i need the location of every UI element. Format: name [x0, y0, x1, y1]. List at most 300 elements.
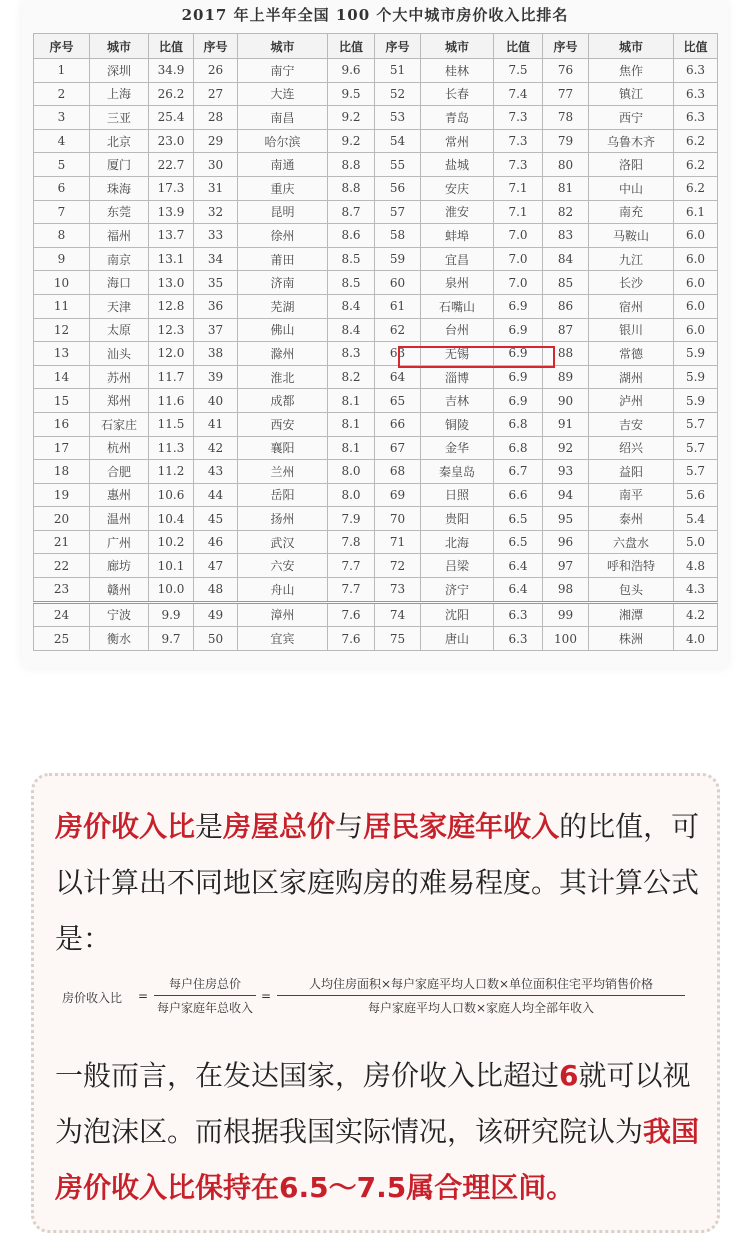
rank-cell: 19 [34, 483, 90, 507]
rank-cell: 37 [194, 318, 238, 342]
city-cell: 上海 [90, 82, 149, 106]
rank-cell: 74 [375, 602, 421, 627]
table-row [34, 342, 718, 366]
column-header: 序号 [375, 34, 421, 59]
city-cell: 长春 [421, 82, 494, 106]
ratio-cell: 7.0 [494, 271, 543, 295]
rank-cell: 36 [194, 294, 238, 318]
rank-cell: 16 [34, 412, 90, 436]
ratio-cell: 34.9 [149, 59, 194, 83]
rank-cell: 25 [34, 627, 90, 651]
city-cell: 合肥 [90, 460, 149, 484]
rank-cell: 80 [543, 153, 589, 177]
formula-lhs: 房价收入比 [62, 991, 123, 1005]
city-cell: 台州 [421, 318, 494, 342]
text-and: 与 [335, 810, 364, 843]
city-cell: 南平 [589, 483, 674, 507]
ratio-cell: 5.4 [674, 507, 718, 531]
city-cell: 太原 [90, 318, 149, 342]
city-cell: 海口 [90, 271, 149, 295]
city-cell: 银川 [589, 318, 674, 342]
term-household-income: 居民家庭年收入 [363, 810, 560, 843]
rank-cell: 51 [375, 59, 421, 83]
ratio-cell: 8.3 [328, 342, 375, 366]
city-cell: 铜陵 [421, 412, 494, 436]
rank-cell: 62 [375, 318, 421, 342]
city-cell: 舟山 [238, 578, 328, 603]
city-cell: 淄博 [421, 365, 494, 389]
rank-cell: 90 [543, 389, 589, 413]
rank-cell: 69 [375, 483, 421, 507]
rank-cell: 33 [194, 224, 238, 248]
rank-cell: 82 [543, 200, 589, 224]
formula [48, 967, 698, 1027]
fraction-1-denominator: 每户家庭年总收入 [156, 1001, 253, 1015]
table-row [34, 318, 718, 342]
rank-cell: 15 [34, 389, 90, 413]
city-cell: 日照 [421, 483, 494, 507]
rank-cell: 1 [34, 59, 90, 83]
city-cell: 株洲 [589, 627, 674, 651]
ratio-cell: 6.9 [494, 389, 543, 413]
rank-cell: 56 [375, 176, 421, 200]
rank-cell: 9 [34, 247, 90, 271]
rank-cell: 10 [34, 271, 90, 295]
rank-cell: 97 [543, 554, 589, 578]
formula-equals: = [138, 989, 149, 1003]
term-ratio: 房价收入比 [55, 810, 196, 843]
city-cell: 乌鲁木齐 [589, 129, 674, 153]
ratio-cell: 23.0 [149, 129, 194, 153]
city-cell: 西安 [238, 412, 328, 436]
city-cell: 唐山 [421, 627, 494, 651]
ratio-cell: 11.5 [149, 412, 194, 436]
rank-cell: 7 [34, 200, 90, 224]
ratio-cell: 7.1 [494, 200, 543, 224]
ratio-cell: 4.2 [674, 602, 718, 627]
rank-cell: 18 [34, 460, 90, 484]
rank-cell: 44 [194, 483, 238, 507]
rank-cell: 31 [194, 176, 238, 200]
city-cell: 昆明 [238, 200, 328, 224]
rank-cell: 96 [543, 530, 589, 554]
fraction-1-numerator: 每户住房总价 [154, 975, 256, 996]
rank-cell: 95 [543, 507, 589, 531]
rank-cell: 29 [194, 129, 238, 153]
rank-cell: 75 [375, 627, 421, 651]
rank-cell: 39 [194, 365, 238, 389]
rank-cell: 21 [34, 530, 90, 554]
ratio-cell: 7.3 [494, 153, 543, 177]
city-cell: 湖州 [589, 365, 674, 389]
table-row [34, 460, 718, 484]
ratio-cell: 4.8 [674, 554, 718, 578]
rank-cell: 32 [194, 200, 238, 224]
table-row [34, 578, 718, 603]
city-cell: 石家庄 [90, 412, 149, 436]
ratio-cell: 13.9 [149, 200, 194, 224]
city-cell: 温州 [90, 507, 149, 531]
ratio-cell: 9.2 [328, 129, 375, 153]
rank-cell: 79 [543, 129, 589, 153]
ratio-cell: 6.5 [494, 530, 543, 554]
conclusion-paragraph [55, 1048, 705, 1216]
ratio-cell: 7.0 [494, 247, 543, 271]
ratio-cell: 25.4 [149, 106, 194, 130]
city-cell: 绍兴 [589, 436, 674, 460]
conclusion-text-b: 就可以视为泡沫区。而根据我国实际情况，该研究院认为 [55, 1059, 691, 1148]
city-cell: 北京 [90, 129, 149, 153]
city-cell: 贵阳 [421, 507, 494, 531]
rank-cell: 64 [375, 365, 421, 389]
city-cell: 襄阳 [238, 436, 328, 460]
fraction-2-denominator: 每户家庭平均人口数×家庭人均全部年收入 [367, 1001, 595, 1015]
ratio-cell: 8.4 [328, 318, 375, 342]
city-cell: 常德 [589, 342, 674, 366]
city-cell: 兰州 [238, 460, 328, 484]
ratio-cell: 6.2 [674, 176, 718, 200]
column-header: 比值 [494, 34, 543, 59]
city-cell: 济南 [238, 271, 328, 295]
rank-cell: 86 [543, 294, 589, 318]
ratio-cell: 5.9 [674, 389, 718, 413]
rank-cell: 3 [34, 106, 90, 130]
rank-cell: 81 [543, 176, 589, 200]
city-cell: 包头 [589, 578, 674, 603]
city-cell: 焦作 [589, 59, 674, 83]
ratio-cell: 5.7 [674, 412, 718, 436]
rank-cell: 83 [543, 224, 589, 248]
city-cell: 南京 [90, 247, 149, 271]
ratio-cell: 7.5 [494, 59, 543, 83]
city-cell: 蚌埠 [421, 224, 494, 248]
rank-cell: 38 [194, 342, 238, 366]
rank-cell: 42 [194, 436, 238, 460]
rank-cell: 98 [543, 578, 589, 603]
conclusion-text-a: 一般而言，在发达国家，房价收入比超过 [55, 1059, 560, 1092]
threshold-value: 6 [559, 1059, 579, 1092]
city-cell: 金华 [421, 436, 494, 460]
ratio-cell: 6.3 [674, 59, 718, 83]
ratio-cell: 8.7 [328, 200, 375, 224]
fraction-2-numerator: 人均住房面积×每户家庭平均人口数×单位面积住宅平均销售价格 [277, 975, 685, 996]
ratio-cell: 7.1 [494, 176, 543, 200]
ratio-cell: 8.8 [328, 153, 375, 177]
rank-cell: 57 [375, 200, 421, 224]
column-header: 比值 [674, 34, 718, 59]
rank-cell: 92 [543, 436, 589, 460]
ratio-cell: 9.9 [149, 602, 194, 627]
ratio-cell: 8.5 [328, 271, 375, 295]
rank-cell: 43 [194, 460, 238, 484]
ranking-table [33, 33, 718, 651]
column-header: 城市 [421, 34, 494, 59]
ratio-cell: 9.5 [328, 82, 375, 106]
city-cell: 六安 [238, 554, 328, 578]
rank-cell: 28 [194, 106, 238, 130]
column-header: 城市 [90, 34, 149, 59]
city-cell: 深圳 [90, 59, 149, 83]
rank-cell: 14 [34, 365, 90, 389]
ratio-cell: 13.1 [149, 247, 194, 271]
rank-cell: 30 [194, 153, 238, 177]
rank-cell: 49 [194, 602, 238, 627]
column-header: 比值 [149, 34, 194, 59]
text-is: 是 [195, 810, 224, 843]
ratio-cell: 8.1 [328, 412, 375, 436]
city-cell: 南宁 [238, 59, 328, 83]
city-cell: 长沙 [589, 271, 674, 295]
city-cell: 徐州 [238, 224, 328, 248]
table-row [34, 176, 718, 200]
city-cell: 福州 [90, 224, 149, 248]
ratio-cell: 5.6 [674, 483, 718, 507]
table-row [34, 271, 718, 295]
rank-cell: 11 [34, 294, 90, 318]
ratio-cell: 7.9 [328, 507, 375, 531]
rank-cell: 58 [375, 224, 421, 248]
column-header: 序号 [194, 34, 238, 59]
city-cell: 廊坊 [90, 554, 149, 578]
rank-cell: 78 [543, 106, 589, 130]
city-cell: 宜昌 [421, 247, 494, 271]
city-cell: 马鞍山 [589, 224, 674, 248]
city-cell: 苏州 [90, 365, 149, 389]
city-cell: 无锡 [421, 342, 494, 366]
rank-cell: 72 [375, 554, 421, 578]
table-row [34, 153, 718, 177]
ratio-cell: 7.4 [494, 82, 543, 106]
rank-cell: 89 [543, 365, 589, 389]
ratio-cell: 13.7 [149, 224, 194, 248]
ratio-cell: 8.2 [328, 365, 375, 389]
column-header: 城市 [589, 34, 674, 59]
table-row [34, 294, 718, 318]
rank-cell: 27 [194, 82, 238, 106]
ratio-cell: 6.0 [674, 247, 718, 271]
rank-cell: 73 [375, 578, 421, 603]
table-row [34, 483, 718, 507]
definition-paragraph [55, 799, 705, 967]
ratio-cell: 9.6 [328, 59, 375, 83]
ratio-cell: 6.9 [494, 318, 543, 342]
column-header: 序号 [543, 34, 589, 59]
rank-cell: 4 [34, 129, 90, 153]
table-row [34, 200, 718, 224]
city-cell: 漳州 [238, 602, 328, 627]
rank-cell: 63 [375, 342, 421, 366]
ratio-cell: 8.1 [328, 436, 375, 460]
definition-rest: 的比值，可以计算出不同地区家庭购房的难易程度。其计算公式是： [55, 810, 700, 955]
city-cell: 沈阳 [421, 602, 494, 627]
ratio-cell: 6.1 [674, 200, 718, 224]
city-cell: 泸州 [589, 389, 674, 413]
table-row [34, 247, 718, 271]
city-cell: 成都 [238, 389, 328, 413]
city-cell: 宁波 [90, 602, 149, 627]
city-cell: 重庆 [238, 176, 328, 200]
rank-cell: 91 [543, 412, 589, 436]
city-cell: 镇江 [589, 82, 674, 106]
ratio-cell: 5.7 [674, 436, 718, 460]
rank-cell: 65 [375, 389, 421, 413]
ratio-cell: 8.6 [328, 224, 375, 248]
ratio-cell: 9.2 [328, 106, 375, 130]
city-cell: 南充 [589, 200, 674, 224]
ratio-cell: 22.7 [149, 153, 194, 177]
city-cell: 佛山 [238, 318, 328, 342]
city-cell: 桂林 [421, 59, 494, 83]
city-cell: 杭州 [90, 436, 149, 460]
city-cell: 扬州 [238, 507, 328, 531]
reasonable-range-statement: 我国房价收入比保持在6.5～7.5属合理区间。 [55, 1115, 700, 1204]
ratio-cell: 6.7 [494, 460, 543, 484]
column-header: 城市 [238, 34, 328, 59]
ratio-cell: 10.0 [149, 578, 194, 603]
ratio-cell: 6.0 [674, 294, 718, 318]
city-cell: 湘潭 [589, 602, 674, 627]
rank-cell: 23 [34, 578, 90, 603]
ratio-cell: 6.0 [674, 224, 718, 248]
rank-cell: 13 [34, 342, 90, 366]
city-cell: 天津 [90, 294, 149, 318]
rank-cell: 20 [34, 507, 90, 531]
city-cell: 郑州 [90, 389, 149, 413]
rank-cell: 100 [543, 627, 589, 651]
city-cell: 南昌 [238, 106, 328, 130]
city-cell: 珠海 [90, 176, 149, 200]
ranking-table-card [22, 0, 728, 668]
column-header: 比值 [328, 34, 375, 59]
table-row [34, 224, 718, 248]
city-cell: 济宁 [421, 578, 494, 603]
rank-cell: 6 [34, 176, 90, 200]
rank-cell: 45 [194, 507, 238, 531]
ratio-cell: 7.3 [494, 106, 543, 130]
city-cell: 常州 [421, 129, 494, 153]
ratio-cell: 11.7 [149, 365, 194, 389]
table-row [34, 59, 718, 83]
rank-cell: 99 [543, 602, 589, 627]
rank-cell: 17 [34, 436, 90, 460]
rank-cell: 55 [375, 153, 421, 177]
city-cell: 三亚 [90, 106, 149, 130]
table-row [34, 627, 718, 651]
rank-cell: 88 [543, 342, 589, 366]
city-cell: 西宁 [589, 106, 674, 130]
table-row [34, 365, 718, 389]
city-cell: 武汉 [238, 530, 328, 554]
city-cell: 莆田 [238, 247, 328, 271]
city-cell: 广州 [90, 530, 149, 554]
rank-cell: 50 [194, 627, 238, 651]
rank-cell: 61 [375, 294, 421, 318]
rank-cell: 48 [194, 578, 238, 603]
city-cell: 东莞 [90, 200, 149, 224]
table-row [34, 436, 718, 460]
ratio-cell: 13.0 [149, 271, 194, 295]
rank-cell: 70 [375, 507, 421, 531]
ratio-cell: 5.7 [674, 460, 718, 484]
city-cell: 大连 [238, 82, 328, 106]
rank-cell: 52 [375, 82, 421, 106]
rank-cell: 2 [34, 82, 90, 106]
table-row [34, 530, 718, 554]
ratio-cell: 6.2 [674, 153, 718, 177]
ratio-cell: 8.1 [328, 389, 375, 413]
ratio-cell: 6.9 [494, 365, 543, 389]
rank-cell: 77 [543, 82, 589, 106]
city-cell: 秦皇岛 [421, 460, 494, 484]
rank-cell: 26 [194, 59, 238, 83]
city-cell: 汕头 [90, 342, 149, 366]
table-header-row [34, 34, 718, 59]
city-cell: 泰州 [589, 507, 674, 531]
rank-cell: 84 [543, 247, 589, 271]
table-row [34, 129, 718, 153]
rank-cell: 68 [375, 460, 421, 484]
ratio-cell: 5.9 [674, 342, 718, 366]
city-cell: 衡水 [90, 627, 149, 651]
city-cell: 宿州 [589, 294, 674, 318]
city-cell: 淮北 [238, 365, 328, 389]
ratio-cell: 6.4 [494, 554, 543, 578]
rank-cell: 85 [543, 271, 589, 295]
ratio-cell: 6.6 [494, 483, 543, 507]
rank-cell: 60 [375, 271, 421, 295]
ratio-cell: 4.3 [674, 578, 718, 603]
rank-cell: 94 [543, 483, 589, 507]
table-row [34, 412, 718, 436]
rank-cell: 67 [375, 436, 421, 460]
table-row [34, 554, 718, 578]
city-cell: 芜湖 [238, 294, 328, 318]
rank-cell: 53 [375, 106, 421, 130]
ratio-cell: 11.3 [149, 436, 194, 460]
ratio-cell: 5.9 [674, 365, 718, 389]
ratio-cell: 7.3 [494, 129, 543, 153]
column-header: 序号 [34, 34, 90, 59]
rank-cell: 71 [375, 530, 421, 554]
city-cell: 厦门 [90, 153, 149, 177]
ratio-cell: 26.2 [149, 82, 194, 106]
rank-cell: 76 [543, 59, 589, 83]
ratio-cell: 8.0 [328, 460, 375, 484]
ratio-cell: 7.6 [328, 602, 375, 627]
rank-cell: 35 [194, 271, 238, 295]
ratio-cell: 10.1 [149, 554, 194, 578]
rank-cell: 47 [194, 554, 238, 578]
ratio-cell: 11.2 [149, 460, 194, 484]
city-cell: 北海 [421, 530, 494, 554]
ratio-cell: 10.4 [149, 507, 194, 531]
rank-cell: 12 [34, 318, 90, 342]
ratio-cell: 4.0 [674, 627, 718, 651]
formula-equals: = [261, 989, 272, 1003]
ratio-cell: 6.8 [494, 436, 543, 460]
ratio-cell: 8.5 [328, 247, 375, 271]
city-cell: 泉州 [421, 271, 494, 295]
city-cell: 吕梁 [421, 554, 494, 578]
rank-cell: 5 [34, 153, 90, 177]
table-row [34, 82, 718, 106]
ratio-cell: 6.3 [494, 627, 543, 651]
ratio-cell: 6.5 [494, 507, 543, 531]
city-cell: 六盘水 [589, 530, 674, 554]
ratio-cell: 8.0 [328, 483, 375, 507]
city-cell: 九江 [589, 247, 674, 271]
rank-cell: 24 [34, 602, 90, 627]
